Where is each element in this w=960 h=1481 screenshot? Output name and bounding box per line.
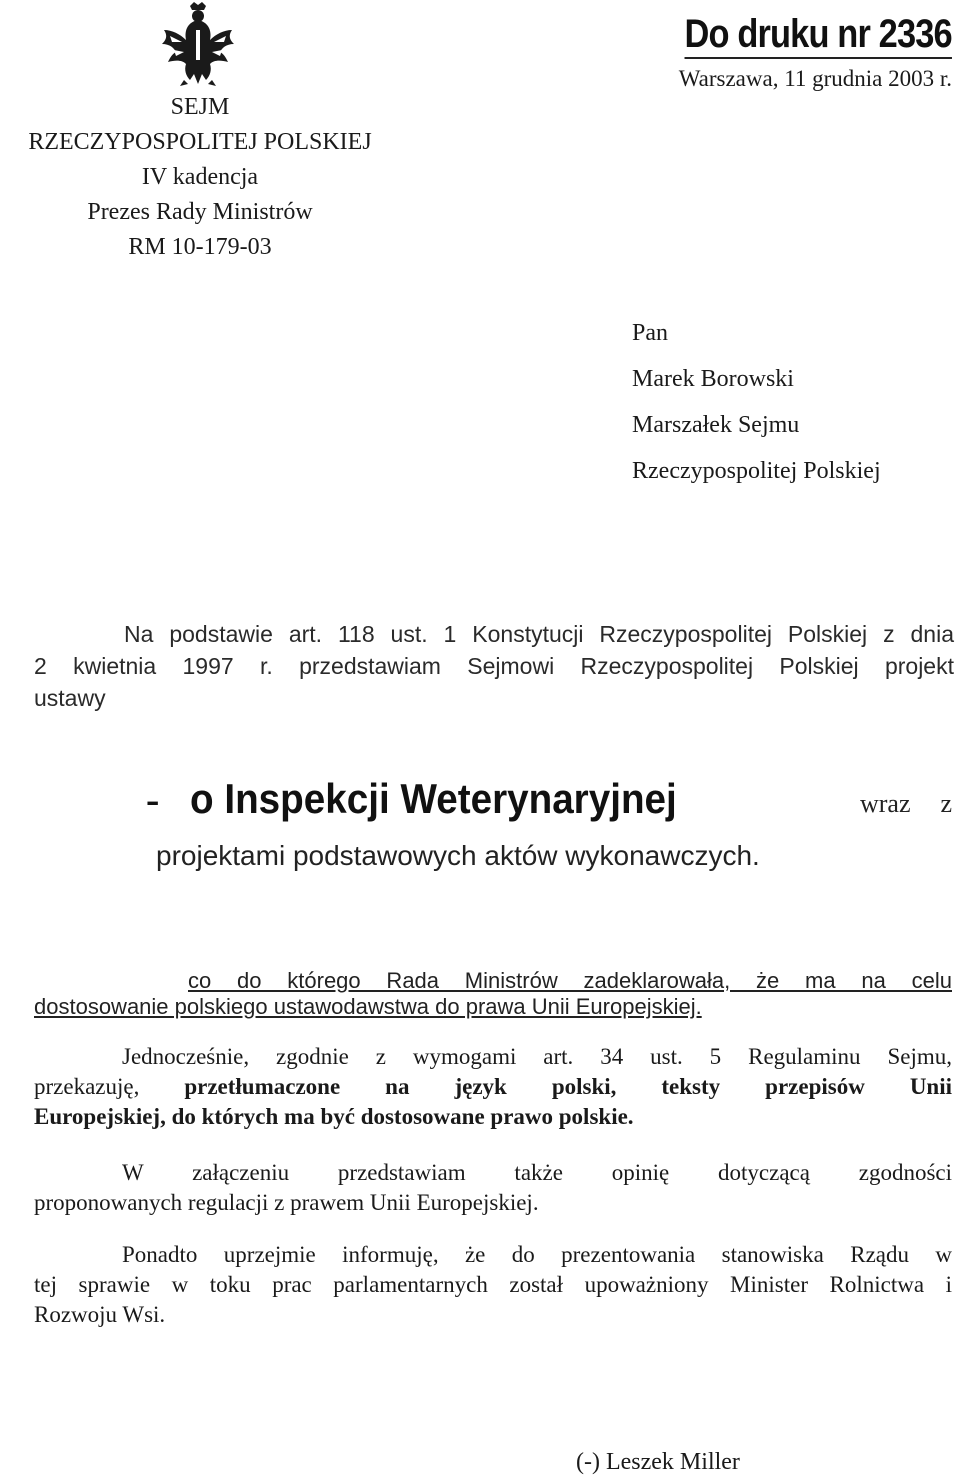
bill-title bbox=[146, 775, 952, 823]
polish-eagle-emblem-icon bbox=[160, 0, 236, 88]
document-number: Do druku nr 2336 bbox=[685, 12, 952, 59]
intro-paragraph bbox=[34, 618, 954, 714]
intro-line-2: 2 kwietnia 1997 r. przedstawiam Sejmowi Rzeczypospolitej Polskiej projekt bbox=[34, 653, 954, 679]
paragraph1-line-3: Europejskiej, do których ma być dostosowane prawo polskie. bbox=[34, 1104, 634, 1129]
paragraph-translations bbox=[34, 1042, 952, 1132]
bill-subtitle: projektami podstawowych aktów wykonawczych. bbox=[156, 840, 760, 871]
title-wraz: wraz bbox=[860, 789, 911, 818]
sender-reference: RM 10-179-03 bbox=[128, 234, 272, 260]
addressee-country: Rzeczypospolitej Polskiej bbox=[632, 458, 881, 484]
paragraph2-line-2: proponowanych regulacji z prawem Unii Europejskiej. bbox=[34, 1190, 539, 1215]
paragraph1-line-1: Jednocześnie, zgodnie z wymogami art. 34 ust. 5 Regulaminu Sejmu, bbox=[122, 1044, 952, 1069]
place-date: Warszawa, 11 grudnia 2003 r. bbox=[678, 66, 952, 91]
intro-line-3: ustawy bbox=[34, 685, 106, 711]
paragraph3-line-1: Ponadto uprzejmie informuję, że do prezentowania stanowiska Rządu w bbox=[122, 1242, 952, 1267]
paragraph1-line-2 bbox=[34, 1072, 952, 1102]
title-main: o Inspekcji Weterynaryjnej bbox=[190, 775, 677, 822]
declaration-line-2: dostosowanie polskiego ustawodawstwa do prawa Unii Europejskiej. bbox=[34, 994, 702, 1019]
paragraph2-line-1: W załączeniu przedstawiam także opinię dotyczącą zgodności bbox=[122, 1160, 952, 1185]
signature: (-) Leszek Miller bbox=[576, 1449, 740, 1475]
addressee-block bbox=[632, 310, 881, 494]
paragraph3-line-2: tej sprawie w toku prac parlamentarnych został upoważniony Minister Rolnictwa i bbox=[34, 1272, 952, 1297]
sender-office: Prezes Rady Ministrów bbox=[87, 199, 313, 225]
sender-sejm: SEJM bbox=[170, 94, 230, 120]
paragraph1-line-2-normal: przekazuję, bbox=[34, 1074, 140, 1099]
paragraph-opinion bbox=[34, 1158, 952, 1218]
addressee-title: Marszałek Sejmu bbox=[632, 412, 800, 438]
title-z: z bbox=[940, 789, 952, 818]
addressee-name: Marek Borowski bbox=[632, 366, 794, 392]
eu-declaration bbox=[34, 968, 952, 1020]
declaration-line-1: co do którego Rada Ministrów zadeklarowała, że ma na celu bbox=[188, 968, 952, 993]
paragraph3-line-3: Rozwoju Wsi. bbox=[34, 1302, 166, 1327]
title-dash: - bbox=[146, 777, 160, 822]
intro-line-1: Na podstawie art. 118 ust. 1 Konstytucji Rzeczypospolitej Polskiej z dnia bbox=[124, 621, 954, 647]
paragraph-minister bbox=[34, 1240, 952, 1330]
addressee-salutation: Pan bbox=[632, 320, 668, 346]
paragraph1-line-2-bold: przetłumaczone na język polski, teksty przepisów Unii bbox=[184, 1074, 952, 1099]
sender-term: IV kadencja bbox=[141, 164, 259, 190]
sender-republic: RZECZYPOSPOLITEJ POLSKIEJ bbox=[28, 129, 372, 155]
sender-block bbox=[0, 90, 400, 265]
